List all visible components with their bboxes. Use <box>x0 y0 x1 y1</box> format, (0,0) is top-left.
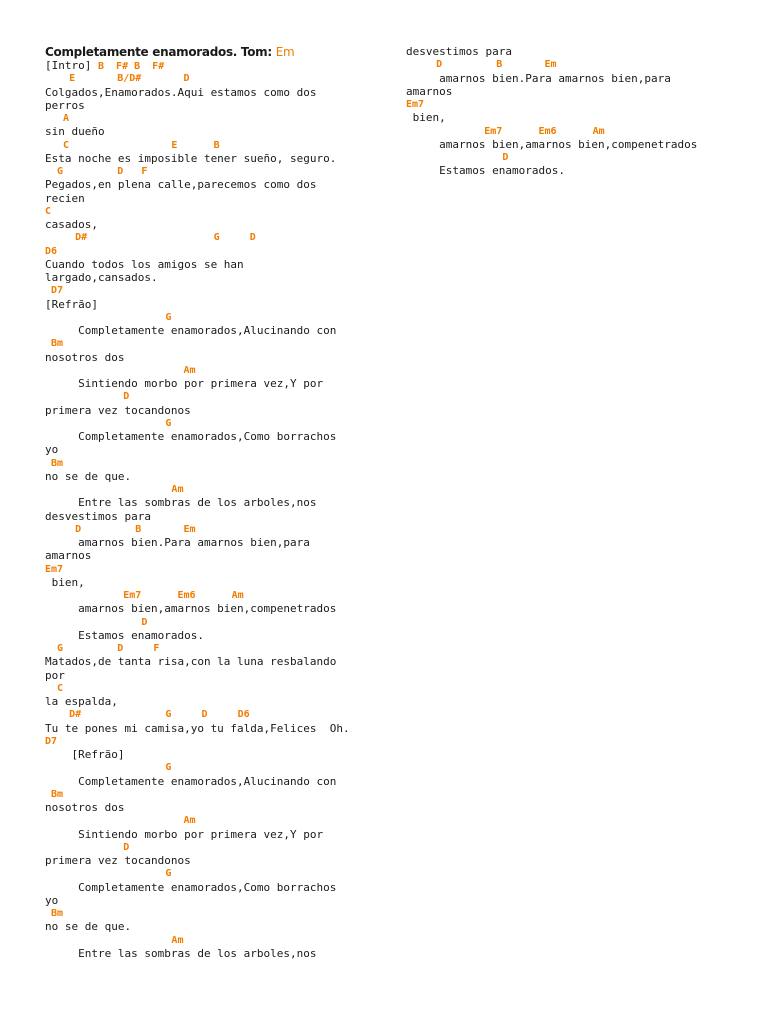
song-key: Em <box>275 45 295 59</box>
lyric-line: Completamente enamorados,Alucinando con <box>45 324 337 337</box>
chord-line: Am <box>45 364 196 376</box>
chord-line: D <box>406 152 509 163</box>
lyric-line: Entre las sombras de los arboles,nos <box>45 946 317 960</box>
lyric-line: amarnos bien.Para amarnos bien,para <box>45 536 310 549</box>
chord-line: D7 <box>45 285 64 297</box>
lyric-line: Estamos enamorados. <box>406 164 565 178</box>
lyric-line: recien <box>45 191 85 205</box>
lyric-line: nosotros dos <box>45 801 125 814</box>
lyric-line: no se de que. <box>45 920 132 934</box>
chord-line: Am <box>45 934 184 946</box>
lyric-line: Pegados,en plena calle,parecemos como dos <box>45 178 317 192</box>
chord-line: C <box>45 205 52 217</box>
chord-line: Em7 Em6 Am <box>406 125 605 137</box>
song-title-text: Completamente enamorados. Tom: <box>45 45 272 59</box>
lyric-line: [Refrão] <box>45 297 98 311</box>
lyric-line: amarnos bien,amarnos bien,compenetrados <box>406 137 698 151</box>
lyric-line: Esta noche es imposible tener sueño, seguro. <box>45 151 337 165</box>
chord-line: D <box>45 391 130 403</box>
lyric-line: bien, <box>406 111 446 125</box>
lyric-line: la espalda, <box>45 695 118 708</box>
chord-line: Am <box>45 815 196 827</box>
chord-line: D7 <box>45 735 58 747</box>
lyric-line: por <box>45 668 65 682</box>
lyric-line: Estamos enamorados. <box>45 628 204 642</box>
lyric-line: Tu te pones mi camisa,yo tu falda,Felices Oh. <box>45 721 350 735</box>
lyric-line: Matados,de tanta risa,con la luna resbalando <box>45 655 337 669</box>
lyric-line: desvestimos para <box>406 45 512 58</box>
song-title <box>45 45 294 59</box>
lyric-text: [Intro] <box>45 59 98 72</box>
lyric-line: no se de que. <box>45 469 132 483</box>
lyric-line: nosotros dos <box>45 350 125 364</box>
lyric-line: primera vez tocandonos <box>45 403 191 417</box>
lyric-line: Sintiendo morbo por primera vez,Y por <box>45 377 324 390</box>
lyric-line: yo <box>45 893 59 907</box>
lyric-line: yo <box>45 443 59 457</box>
lyric-line: amarnos bien,amarnos bien,compenetrados <box>45 602 337 616</box>
lyric-line: largado,cansados. <box>45 271 158 284</box>
chord-line: D6 <box>45 245 58 257</box>
chord-line: Em7 <box>45 563 64 575</box>
chord-line: D# G D <box>45 232 256 244</box>
lyric-line: perros <box>45 98 85 112</box>
chord-line: Bm <box>45 457 64 469</box>
chord-line: C E B <box>45 139 220 151</box>
lyric-line: Completamente enamorados,Como borrachos <box>45 430 337 443</box>
chord-line: G <box>45 762 172 774</box>
chord-line: Bm <box>45 338 64 350</box>
lyric-line: amarnos <box>406 84 453 98</box>
lyric-line: Cuando todos los amigos se han <box>45 257 244 271</box>
chord-line: D <box>45 616 148 628</box>
lyric-line: amarnos bien.Para amarnos bien,para <box>406 71 671 85</box>
lyric-line: casados, <box>45 218 98 231</box>
chord-line: Em7 Em6 Am <box>45 590 244 601</box>
chord-line: A <box>45 113 70 124</box>
chord-line: G D F <box>45 643 160 654</box>
lyric-line: bien, <box>45 575 85 589</box>
chord-line: E B/D# D <box>45 73 190 85</box>
chord-line: G <box>45 417 172 429</box>
chord-line: Am <box>45 484 184 495</box>
chord-line: G D F <box>45 166 148 177</box>
lyric-line: desvestimos para <box>45 509 151 523</box>
chord-line: Bm <box>45 788 64 800</box>
chord-line: D B Em <box>45 523 196 535</box>
lyric-line: Completamente enamorados,Como borrachos <box>45 880 337 894</box>
lyric-line: Sintiendo morbo por primera vez,Y por <box>45 827 324 841</box>
lyric-line: Completamente enamorados,Alucinando con <box>45 774 337 788</box>
chord-line: C <box>45 682 64 694</box>
chord-line: G <box>45 868 172 880</box>
lyric-line: sin dueño <box>45 125 105 139</box>
chord-line: Bm <box>45 908 64 919</box>
lyric-line: Colgados,Enamorados.Aqui estamos como dos <box>45 85 317 99</box>
chord-line: D# G D D6 <box>45 709 250 721</box>
intro-line <box>45 59 164 73</box>
chord-text: B F# B F# <box>97 61 165 72</box>
lyric-line: [Refrão] <box>45 748 125 761</box>
chord-line: D <box>45 841 130 853</box>
lyric-line: amarnos <box>45 549 92 563</box>
lyric-line: primera vez tocandonos <box>45 854 191 867</box>
lyric-line: Entre las sombras de los arboles,nos <box>45 496 317 510</box>
chord-line: D B Em <box>406 59 557 71</box>
chord-line: G <box>45 311 172 323</box>
chord-line: Em7 <box>406 99 425 110</box>
